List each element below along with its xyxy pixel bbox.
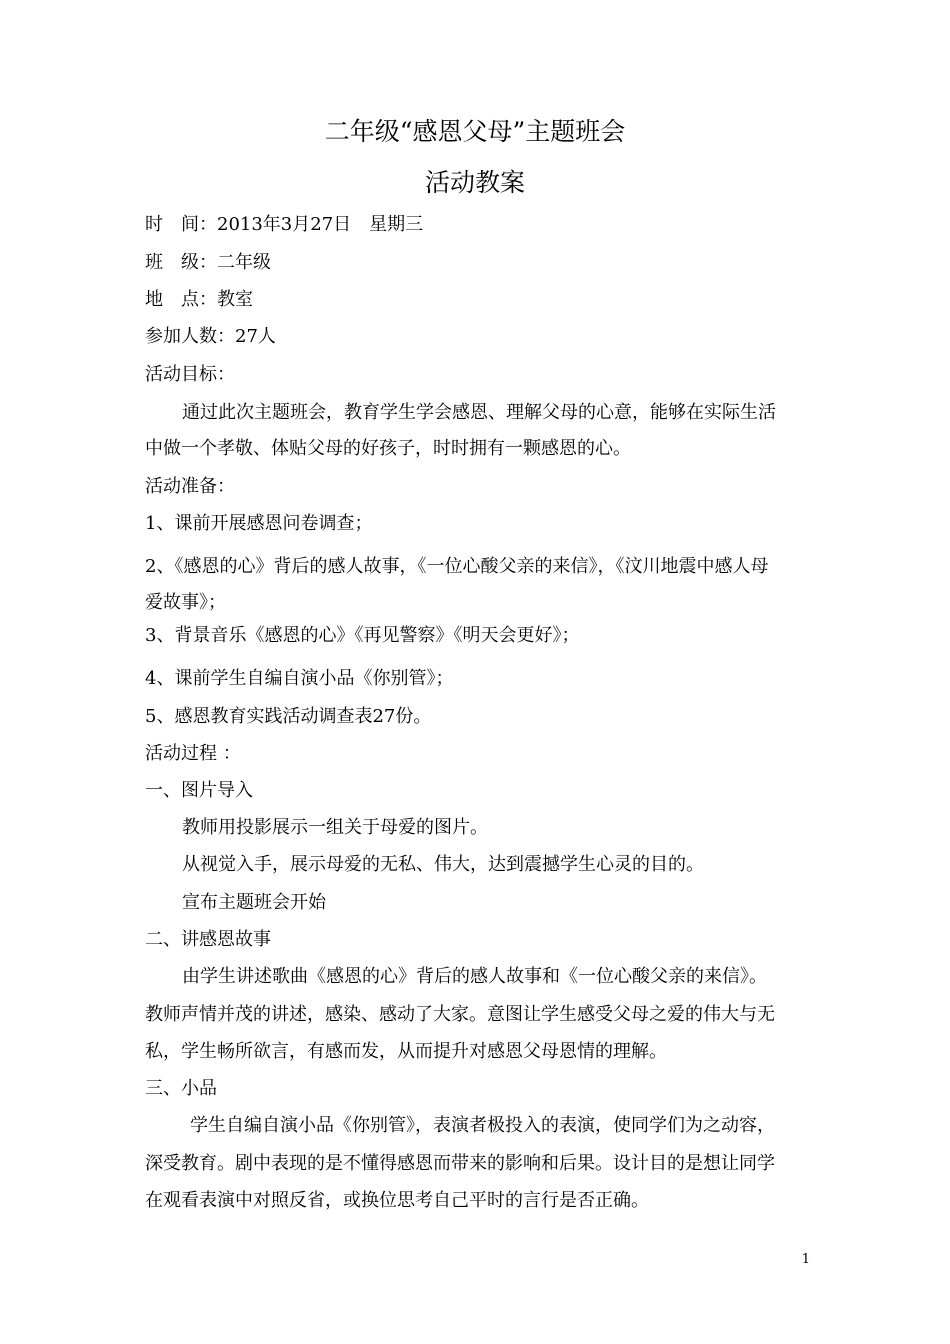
section2-heading: 二、讲感恩故事: [145, 929, 271, 950]
prep-line-4: 4、课前学生自编自演小品《你别管》；: [145, 668, 454, 689]
prep-line-5: 5、感恩教育实践活动调查表27份。: [145, 706, 432, 727]
info-participants: 参加人数：27人: [145, 326, 276, 347]
document-subtitle: 活动教案: [424, 168, 525, 197]
prep-line-3: 3、背景音乐《感恩的心》《再见警察》《明天会更好》；: [145, 625, 580, 646]
goal-line-2: 中做一个孝敬、体贴父母的好孩子，时时拥有一颗感恩的心。: [145, 438, 631, 459]
section3-heading: 三、小品: [145, 1078, 217, 1099]
prep-line-2: 2、《感恩的心》背后的感人故事，《一位心酸父亲的来信》，《汶川地震中感人母: [145, 556, 769, 577]
section3-line-3: 在观看表演中对照反省，或换位思考自己平时的言行是否正确。: [145, 1190, 649, 1211]
prep-heading: 活动准备：: [145, 476, 235, 497]
info-place: 地 点：教室: [145, 289, 253, 310]
section3-line-2: 深受教育。剧中表现的是不懂得感恩而带来的影响和后果。设计目的是想让同学: [145, 1153, 775, 1174]
section1-line-3: 宣布主题班会开始: [182, 892, 326, 913]
section2-line-2: 教师声情并茂的讲述，感染、感动了大家。意图让学生感受父母之爱的伟大与无: [145, 1004, 775, 1025]
prep-line-2-cont: 爱故事》；: [145, 592, 226, 613]
goal-line-1: 通过此次主题班会，教育学生学会感恩、理解父母的心意，能够在实际生活: [182, 402, 776, 423]
section2-line-1: 由学生讲述歌曲《感恩的心》背后的感人故事和《一位心酸父亲的来信》。: [182, 966, 767, 987]
goal-heading: 活动目标：: [145, 364, 235, 385]
section3-line-1: 学生自编自演小品《你别管》，表演者极投入的表演，使同学们为之动容，: [190, 1115, 775, 1136]
section1-heading: 一、图片导入: [145, 780, 253, 801]
info-class: 班 级：二年级: [145, 252, 271, 273]
section2-line-3: 私，学生畅所欲言，有感而发，从而提升对感恩父母恩情的理解。: [145, 1041, 667, 1062]
prep-line-1: 1、课前开展感恩问卷调查；: [145, 513, 373, 534]
document-title: 二年级“感恩父母”主题班会: [324, 117, 626, 146]
section1-line-1: 教师用投影展示一组关于母爱的图片。: [182, 817, 488, 838]
process-heading: 活动过程 ：: [145, 743, 241, 764]
page-number: 1: [801, 1252, 810, 1267]
info-time: 时 间：2013年3月27日 星期三: [145, 214, 424, 235]
section1-line-2: 从视觉入手，展示母爱的无私、伟大，达到震撼学生心灵的目的。: [182, 854, 704, 875]
